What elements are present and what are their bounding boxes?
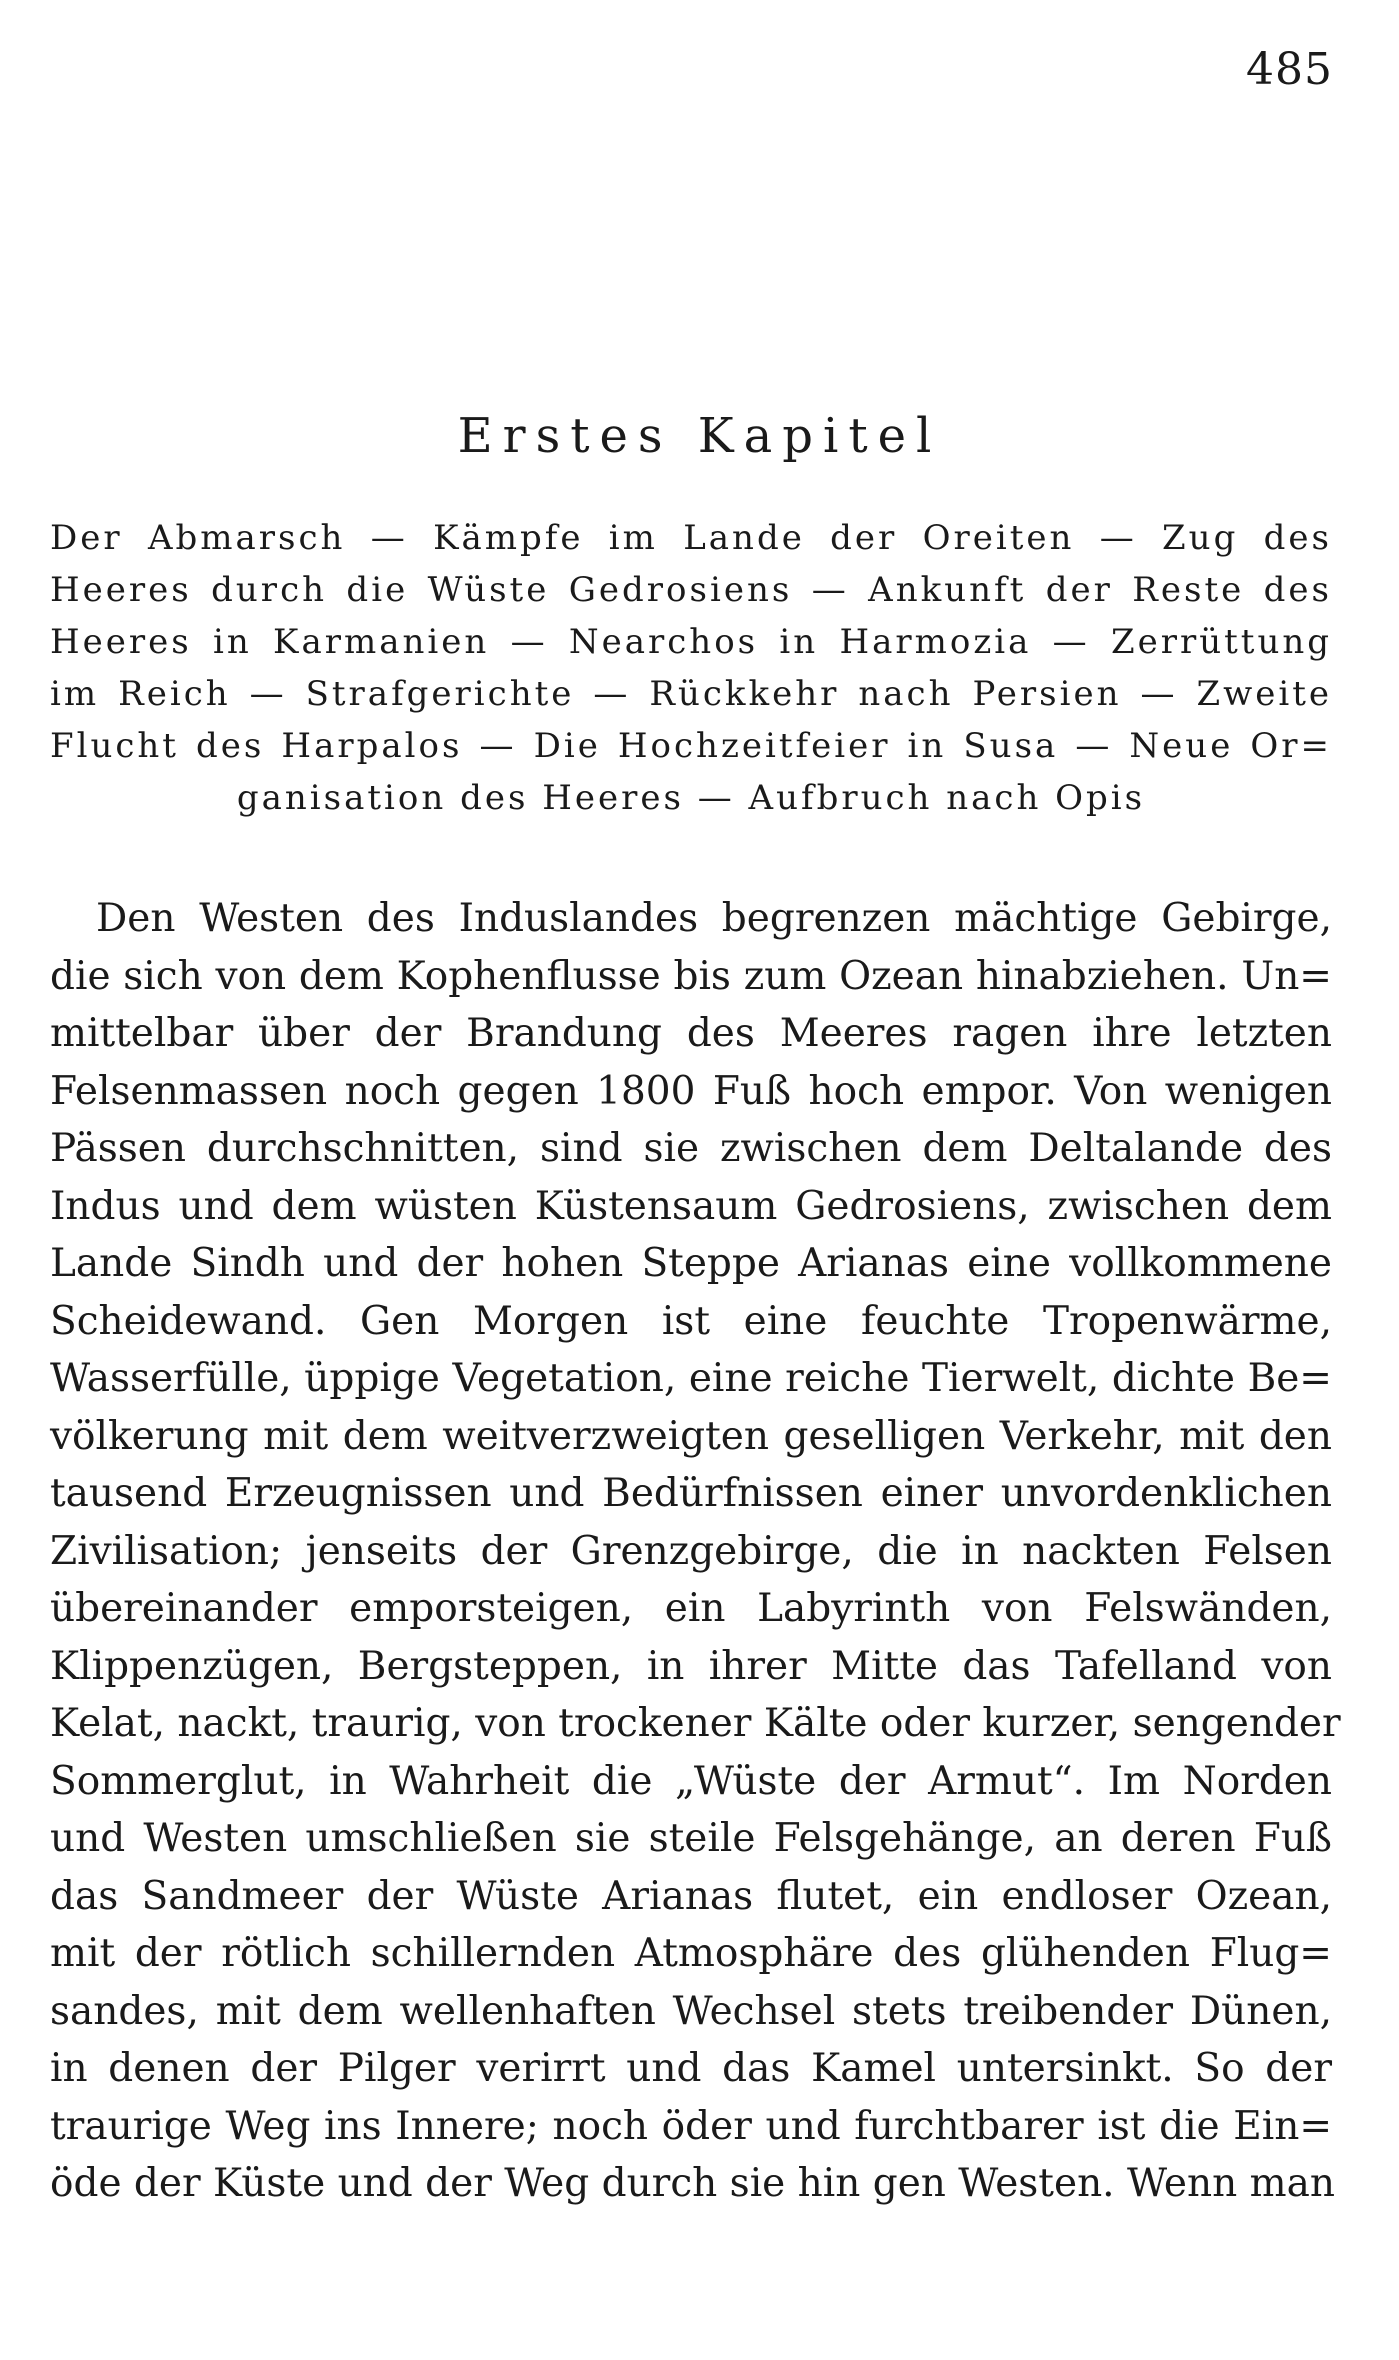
text-line: Pässen durchschnitten, sind sie zwischen dem Deltalande des <box>50 1126 1332 1171</box>
text-line: Den Westen des Induslandes begrenzen mächtige Gebirge, <box>96 896 1332 941</box>
summary-line: ganisation des Heeres — Aufbruch nach Opis <box>236 778 1146 818</box>
text-line: tausend Erzeugnissen und Bedürfnissen einer unvordenklichen <box>50 1471 1332 1516</box>
text-line: Scheidewand. Gen Morgen ist eine feuchte Tropenwärme, <box>50 1298 1332 1344</box>
text-line: Sommerglut, in Wahrheit die „Wüste der Armut“. Im Norden <box>50 1758 1332 1804</box>
text-line: und Westen umschließen sie steile Felsgehänge, an deren Fuß <box>50 1816 1332 1861</box>
text-line: mit der rötlich schillernden Atmosphäre des glühenden Flug= <box>50 1931 1332 1976</box>
summary-line: Flucht des Harpalos — Die Hochzeitfeier in Susa — Neue Or= <box>50 726 1332 766</box>
text-line: sandes, mit dem wellenhaften Wechsel stets treibender Dünen, <box>50 1988 1332 2034</box>
text-line: mittelbar über der Brandung des Meeres ragen ihre letzten <box>50 1011 1332 1056</box>
text-line: das Sandmeer der Wüste Arianas flutet, ein endloser Ozean, <box>50 1873 1332 1919</box>
summary-line: im Reich — Strafgerichte — Rückkehr nach Persien — Zweite <box>50 674 1332 714</box>
chapter-summary <box>50 512 1332 824</box>
text-line: Felsenmassen noch gegen 1800 Fuß hoch empor. Von wenigen <box>50 1068 1332 1114</box>
text-line: traurige Weg ins Innere; noch öder und furchtbarer ist die Ein= <box>50 2103 1332 2149</box>
summary-line: Heeres in Karmanien — Nearchos in Harmozia — Zerrüttung <box>50 622 1332 662</box>
text-line: öde der Küste und der Weg durch sie hin gen Westen. Wenn man <box>50 2161 1335 2206</box>
summary-line: Heeres durch die Wüste Gedrosiens — Ankunft der Reste des <box>50 570 1332 610</box>
text-line: Wasserfülle, üppige Vegetation, eine reiche Tierwelt, dichte Be= <box>50 1356 1332 1401</box>
text-line: Indus und dem wüsten Küstensaum Gedrosiens, zwischen dem <box>50 1183 1332 1229</box>
text-line: die sich von dem Kophenflusse bis zum Ozean hinabziehen. Un= <box>50 953 1332 999</box>
body-paragraph <box>50 890 1341 2213</box>
summary-line: Der Abmarsch — Kämpfe im Lande der Oreiten — Zug des <box>50 518 1332 558</box>
page-number: 485 <box>1246 44 1333 95</box>
text-line: in denen der Pilger verirrt und das Kamel untersinkt. So der <box>50 2046 1332 2091</box>
text-line: völkerung mit dem weitverzweigten geselligen Verkehr, mit den <box>50 1413 1332 1459</box>
text-line: Zivilisation; jenseits der Grenzgebirge, die in nackten Felsen <box>50 1528 1332 1574</box>
chapter-title: Erstes Kapitel <box>457 408 942 464</box>
text-line: Klippenzügen, Bergsteppen, in ihrer Mitte das Tafelland von <box>50 1643 1332 1689</box>
text-line: übereinander emporsteigen, ein Labyrinth von Felswänden, <box>50 1586 1332 1631</box>
text-line: Lande Sindh und der hohen Steppe Arianas eine vollkommene <box>50 1241 1332 1286</box>
text-line: Kelat, nackt, traurig, von trockener Kälte oder kurzer, sengender <box>50 1701 1341 1746</box>
